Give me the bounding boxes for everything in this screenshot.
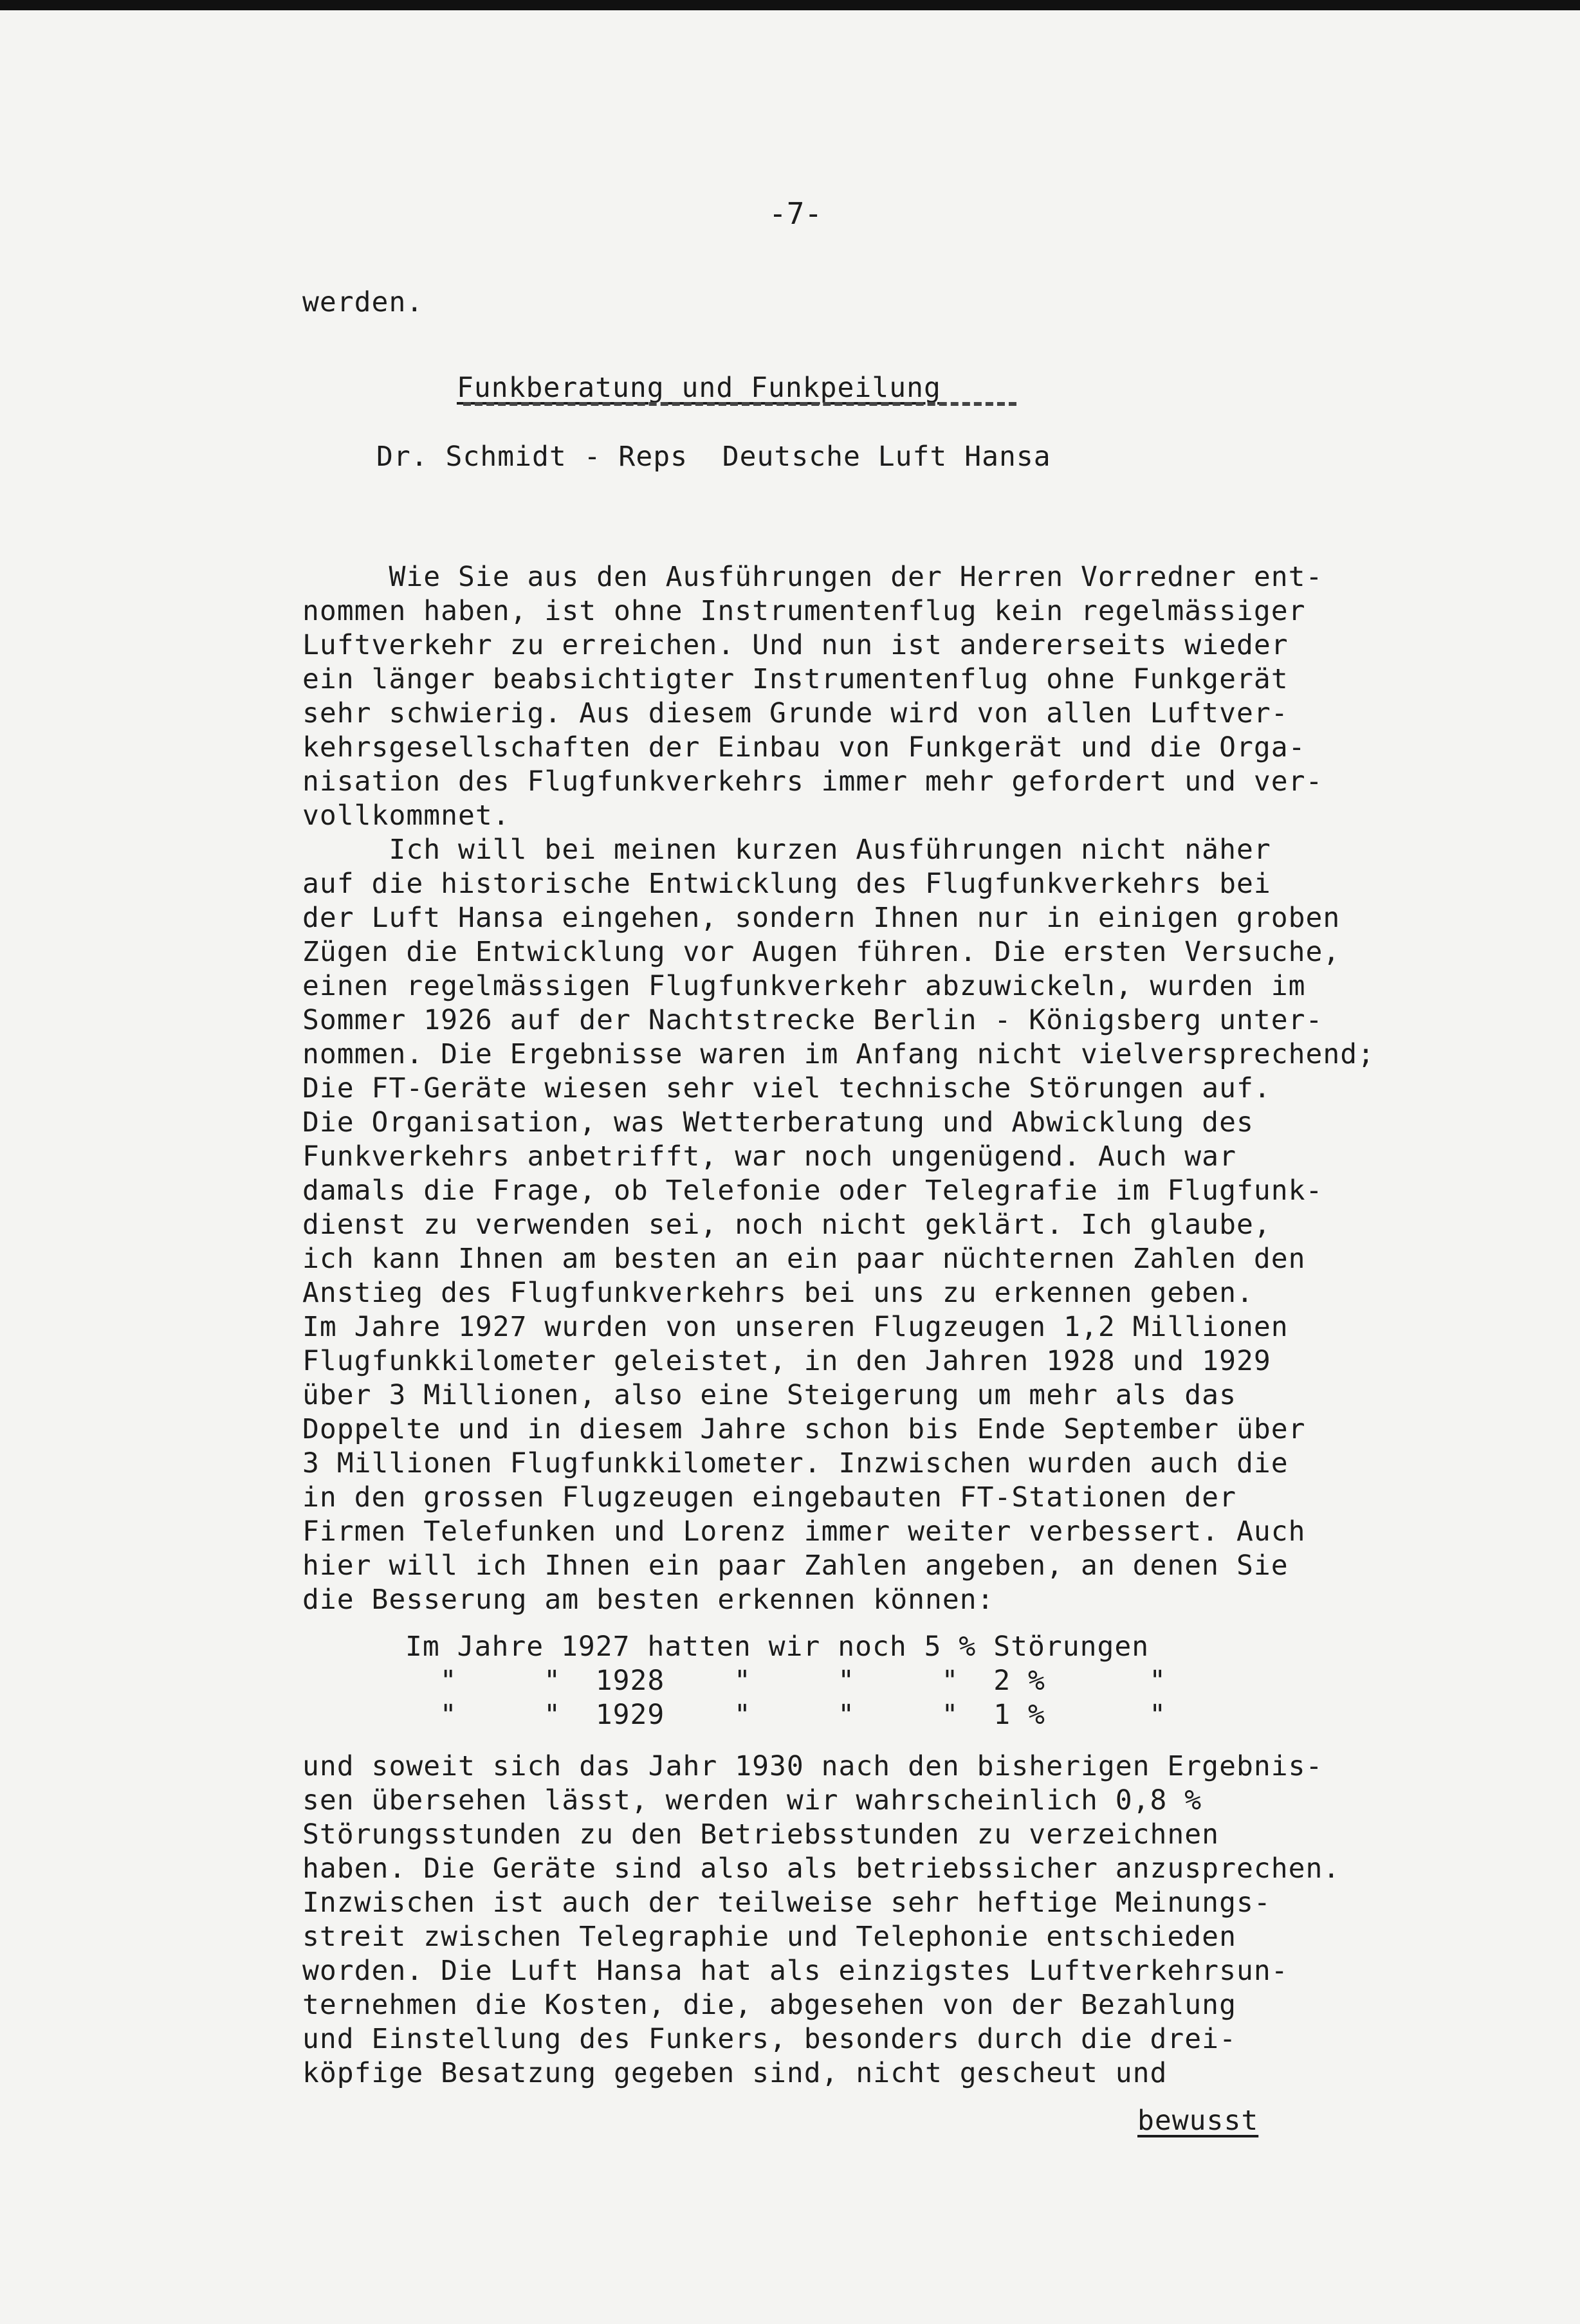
opening-word: werden. bbox=[302, 286, 424, 318]
catchword: bewusst bbox=[1137, 2105, 1259, 2137]
text-line: Sommer 1926 auf der Nachtstrecke Berlin - Königsberg unter- bbox=[302, 1004, 1323, 1036]
text-line: dienst zu verwenden sei, noch nicht geklärt. Ich glaube, bbox=[302, 1209, 1271, 1241]
text-line: Doppelte und in diesem Jahre schon bis Ende September über bbox=[302, 1413, 1306, 1445]
text-line: Im Jahre 1927 wurden von unseren Flugzeugen 1,2 Millionen bbox=[302, 1311, 1289, 1343]
text-line: in den grossen Flugzeugen eingebauten FT-Stationen der bbox=[302, 1481, 1236, 1514]
text-line: köpfige Besatzung gegeben sind, nicht gescheut und bbox=[302, 2057, 1168, 2089]
text-line: sen übersehen lässt, werden wir wahrscheinlich 0,8 % bbox=[302, 1784, 1202, 1816]
title-dashed-underline bbox=[463, 402, 1016, 406]
text-line: Die FT-Geräte wiesen sehr viel technische Störungen auf. bbox=[302, 1072, 1271, 1104]
scan-top-edge bbox=[0, 0, 1580, 10]
text-line: Firmen Telefunken und Lorenz immer weiter verbessert. Auch bbox=[302, 1515, 1306, 1548]
text-line: nommen. Die Ergebnisse waren im Anfang nicht vielversprechend; bbox=[302, 1038, 1375, 1070]
text-line: Störungsstunden zu den Betriebsstunden zu verzeichnen bbox=[302, 1818, 1220, 1851]
stats-row: " " 1928 " " " 2 % " bbox=[405, 1665, 1167, 1697]
text-line: und Einstellung des Funkers, besonders durch die drei- bbox=[302, 2023, 1236, 2055]
text-line: Wie Sie aus den Ausführungen der Herren Vorredner ent- bbox=[302, 561, 1323, 593]
text-line: Die Organisation, was Wetterberatung und Abwicklung des bbox=[302, 1106, 1254, 1139]
text-line: Funkverkehrs anbetrifft, war noch ungenügend. Auch war bbox=[302, 1140, 1236, 1173]
text-line: der Luft Hansa eingehen, sondern Ihnen nur in einigen groben bbox=[302, 902, 1341, 934]
text-line: Anstieg des Flugfunkverkehrs bei uns zu erkennen geben. bbox=[302, 1277, 1254, 1309]
text-line: einen regelmässigen Flugfunkverkehr abzuwickeln, wurden im bbox=[302, 970, 1306, 1002]
section-title: Funkberatung und Funkpeilung bbox=[457, 372, 941, 404]
page-number: -7- bbox=[769, 196, 823, 231]
text-line: ich kann Ihnen am besten an ein paar nüchternen Zahlen den bbox=[302, 1243, 1306, 1275]
text-line: nisation des Flugfunkverkehrs immer mehr gefordert und ver- bbox=[302, 765, 1323, 798]
text-line: Zügen die Entwicklung vor Augen führen. Die ersten Versuche, bbox=[302, 936, 1341, 968]
text-line: Inzwischen ist auch der teilweise sehr heftige Meinungs- bbox=[302, 1887, 1271, 1919]
text-line: ternehmen die Kosten, die, abgesehen von der Bezahlung bbox=[302, 1989, 1236, 2021]
text-line: worden. Die Luft Hansa hat als einzigstes Luftverkehrsun- bbox=[302, 1955, 1289, 1987]
text-line: kehrsgesellschaften der Einbau von Funkgerät und die Orga- bbox=[302, 731, 1306, 764]
text-line: über 3 Millionen, also eine Steigerung um mehr als das bbox=[302, 1379, 1236, 1411]
text-line: 3 Millionen Flugfunkkilometer. Inzwischen wurden auch die bbox=[302, 1447, 1289, 1479]
text-line: Luftverkehr zu erreichen. Und nun ist andererseits wieder bbox=[302, 629, 1289, 661]
text-line: und soweit sich das Jahr 1930 nach den bisherigen Ergebnis- bbox=[302, 1750, 1323, 1782]
text-line: die Besserung am besten erkennen können: bbox=[302, 1584, 995, 1616]
text-line: damals die Frage, ob Telefonie oder Telegrafie im Flugfunk- bbox=[302, 1175, 1323, 1207]
text-line: hier will ich Ihnen ein paar Zahlen angeben, an denen Sie bbox=[302, 1550, 1289, 1582]
text-line: auf die historische Entwicklung des Flugfunkverkehrs bei bbox=[302, 868, 1271, 900]
text-line: Ich will bei meinen kurzen Ausführungen nicht näher bbox=[302, 834, 1271, 866]
author-line: Dr. Schmidt - Reps Deutsche Luft Hansa bbox=[376, 441, 1051, 473]
text-line: sehr schwierig. Aus diesem Grunde wird von allen Luftver- bbox=[302, 697, 1289, 729]
text-line: haben. Die Geräte sind also als betriebssicher anzusprechen. bbox=[302, 1853, 1341, 1885]
text-line: ein länger beabsichtigter Instrumentenflug ohne Funkgerät bbox=[302, 663, 1289, 695]
text-line: Flugfunkkilometer geleistet, in den Jahren 1928 und 1929 bbox=[302, 1345, 1271, 1377]
text-line: vollkommnet. bbox=[302, 800, 510, 832]
stats-row: " " 1929 " " " 1 % " bbox=[405, 1699, 1167, 1731]
stats-row: Im Jahre 1927 hatten wir noch 5 % Störungen bbox=[405, 1631, 1150, 1663]
text-line: streit zwischen Telegraphie und Telephonie entschieden bbox=[302, 1921, 1236, 1953]
text-line: nommen haben, ist ohne Instrumentenflug kein regelmässiger bbox=[302, 595, 1306, 627]
